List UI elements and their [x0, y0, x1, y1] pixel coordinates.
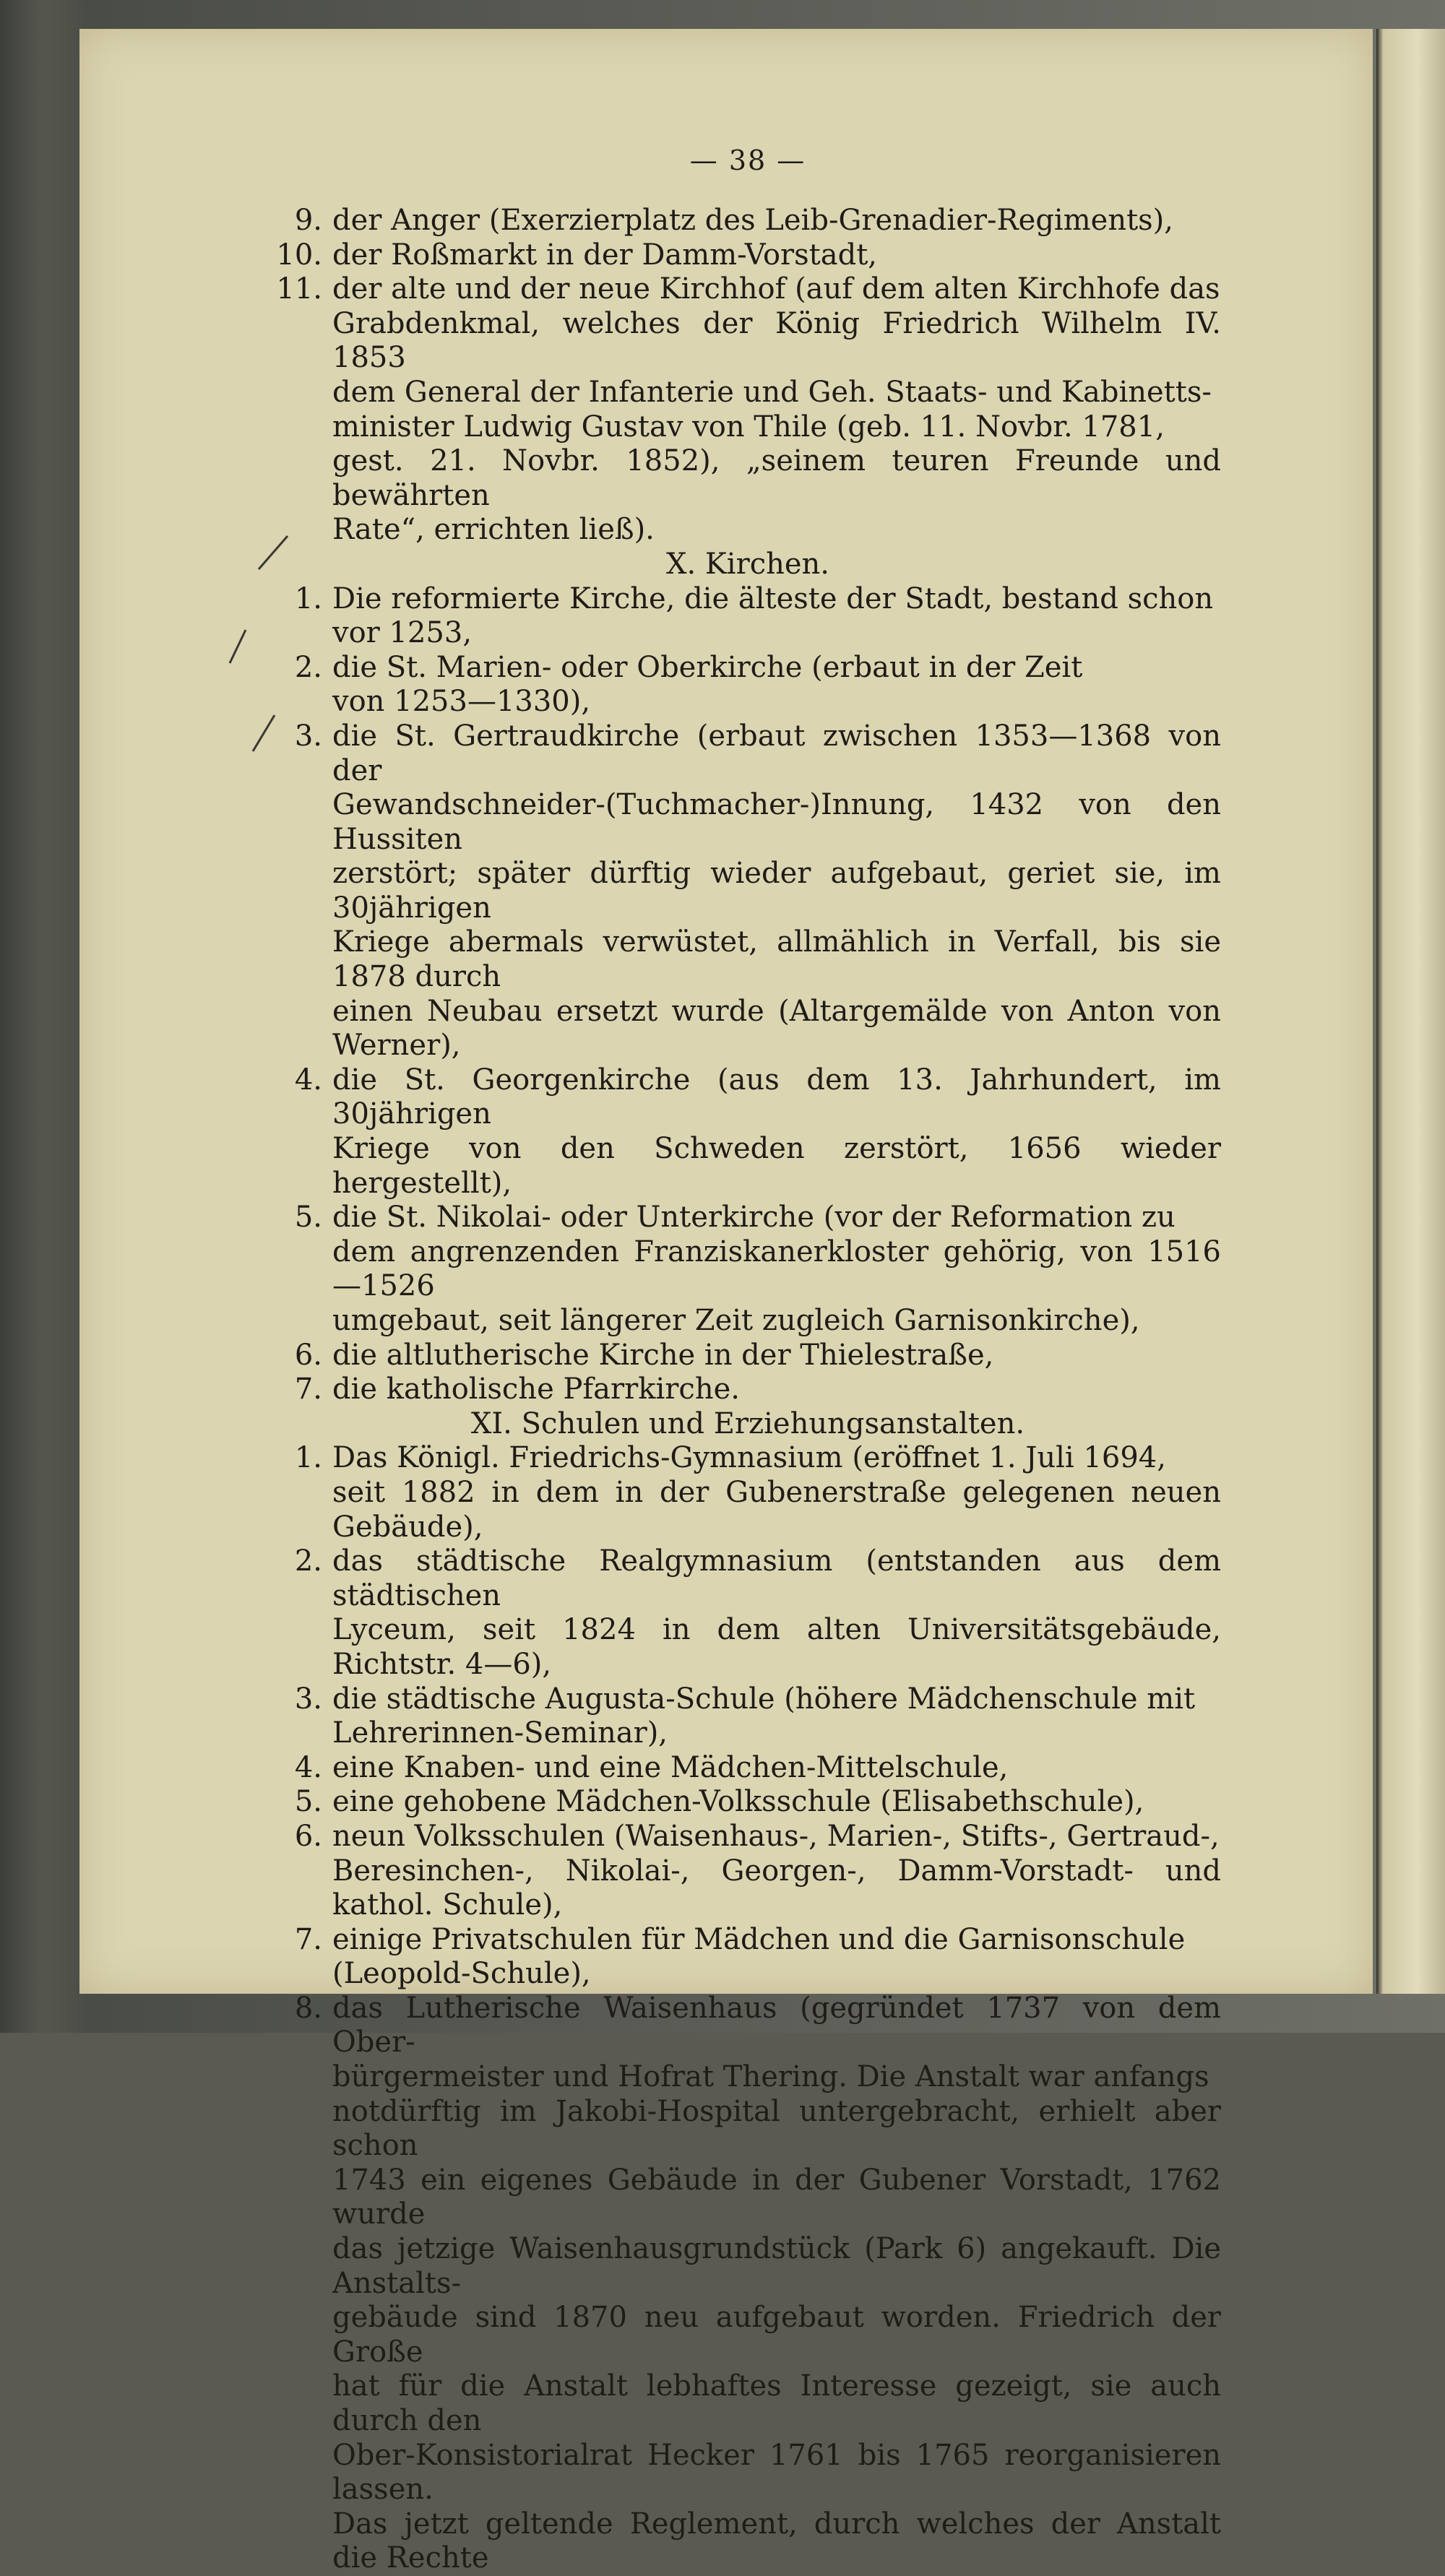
item-line: Das jetzt geltende Reglement, durch welches der Anstalt die Rechte: [332, 2507, 1221, 2575]
item-number: 3.: [294, 1682, 322, 1716]
list-item: [275, 1201, 1221, 1338]
item-line: das jetzige Waisenhausgrundstück (Park 6) angekauft. Die Anstalts-: [332, 2232, 1221, 2300]
item-number: 7.: [294, 1373, 322, 1406]
item-line: Rate“, errichten ließ).: [332, 513, 655, 547]
item-line: 1743 ein eigenes Gebäude in der Gubener Vorstadt, 1762 wurde: [332, 2163, 1221, 2231]
item-number: 4.: [294, 1750, 322, 1784]
item-number: 9.: [294, 204, 322, 237]
item-number: 5.: [294, 1785, 322, 1819]
page-number: — 38 —: [689, 144, 806, 176]
item-line: vor 1253,: [332, 616, 473, 650]
item-line: neun Volksschulen (Waisenhaus-, Marien-, Stifts-, Gertraud-,: [332, 1819, 1220, 1853]
item-line: minister Ludwig Gustav von Thile (geb. 11. Novbr. 1781,: [332, 410, 1165, 444]
item-line: dem General der Infanterie und Geh. Staats- und Kabinetts-: [332, 375, 1212, 409]
item-number: 1.: [294, 1441, 322, 1475]
item-line: Kriege abermals verwüstet, allmählich in Verfall, bis sie 1878 durch: [332, 925, 1221, 994]
item-line: von 1253—1330),: [332, 685, 591, 719]
item-line: bürgermeister und Hofrat Thering. Die Anstalt war anfangs: [332, 2060, 1209, 2094]
item-line: die St. Gertraudkirche (erbaut zwischen 1353—1368 von der: [332, 719, 1221, 787]
list-item: [275, 1544, 1221, 1682]
item-number: 7.: [294, 1922, 322, 1956]
list-item: [275, 1820, 1221, 1923]
list-item: [275, 1063, 1221, 1201]
section-heading-schools: XI. Schulen und Erziehungsanstalten.: [470, 1406, 1025, 1440]
item-line: Beresinchen-, Nikolai-, Georgen-, Damm-Vorstadt- und kathol. Schule),: [332, 1854, 1221, 1922]
item-number: 3.: [294, 719, 322, 753]
item-number: 1.: [294, 582, 322, 615]
list-item: [275, 1682, 1221, 1751]
item-number: 6.: [294, 1338, 322, 1372]
item-line: der Anger (Exerzierplatz des Leib-Grenadier-Regiments),: [332, 204, 1174, 237]
list-section-schools: [275, 1441, 1221, 2576]
list-item: [275, 719, 1221, 1063]
item-line: Kriege von den Schweden zerstört, 1656 wieder hergestellt),: [332, 1132, 1221, 1200]
list-item: [275, 1373, 1221, 1407]
item-line: hat für die Anstalt lebhaftes Interesse gezeigt, sie auch durch den: [332, 2369, 1221, 2437]
item-line: einige Privatschulen für Mädchen und die Garnisonschule: [332, 1922, 1186, 1956]
item-line: gebäude sind 1870 neu aufgebaut worden. Friedrich der Große: [332, 2301, 1221, 2369]
item-line: der Roßmarkt in der Damm-Vorstadt,: [332, 238, 877, 272]
item-line: die St. Nikolai- oder Unterkirche (vor der Reformation zu: [332, 1201, 1176, 1235]
item-line: die altlutherische Kirche in der Thielestraße,: [332, 1338, 994, 1372]
item-line: die St. Marien- oder Oberkirche (erbaut in der Zeit: [332, 650, 1083, 684]
item-line: eine gehobene Mädchen-Volksschule (Elisabethschule),: [332, 1785, 1144, 1819]
item-line: Lyceum, seit 1824 in dem alten Universitätsgebäude, Richtstr. 4—6),: [332, 1613, 1221, 1681]
list-item: [275, 204, 1221, 238]
item-line: gest. 21. Novbr. 1852), „seinem teuren Freunde und bewährten: [332, 444, 1221, 512]
item-line: umgebaut, seit längerer Zeit zugleich Garnisonkirche),: [332, 1304, 1140, 1337]
item-line: der alte und der neue Kirchhof (auf dem alten Kirchhofe das: [332, 272, 1220, 306]
list-item: [275, 1339, 1221, 1373]
item-number: 11.: [276, 272, 322, 306]
item-line: (Leopold-Schule),: [332, 1957, 591, 1991]
list-item: [275, 1923, 1221, 1992]
item-line: die St. Georgenkirche (aus dem 13. Jahrhundert, im 30jährigen: [332, 1063, 1221, 1131]
item-number: 10.: [276, 238, 322, 272]
section-heading-churches: X. Kirchen.: [665, 547, 829, 581]
list-section-churches: [275, 582, 1221, 1407]
page-text: [275, 204, 1221, 2576]
item-number: 2.: [294, 650, 322, 684]
item-line: notdürftig im Jakobi-Hospital untergebracht, erhielt aber schon: [332, 2094, 1221, 2163]
list-item: [275, 651, 1221, 719]
item-line: Die reformierte Kirche, die älteste der Stadt, bestand schon: [332, 582, 1214, 615]
item-line: eine Knaben- und eine Mädchen-Mittelschule,: [332, 1750, 1009, 1784]
list-section-ix: [275, 204, 1221, 548]
item-line: Gewandschneider-(Tuchmacher-)Innung, 1432 von den Hussiten: [332, 788, 1221, 856]
list-item: [275, 238, 1221, 273]
list-item: [275, 1785, 1221, 1820]
item-line: das städtische Realgymnasium (entstanden aus dem städtischen: [332, 1544, 1221, 1612]
item-number: 4.: [294, 1063, 322, 1097]
item-line: zerstört; später dürftig wieder aufgebaut, geriet sie, im 30jährigen: [332, 857, 1221, 925]
item-number: 5.: [294, 1201, 322, 1235]
item-line: Grabdenkmal, welches der König Friedrich Wilhelm IV. 1853: [332, 306, 1221, 375]
list-item: [275, 1441, 1221, 1544]
item-number: 8.: [294, 1991, 322, 2025]
list-item: [275, 582, 1221, 651]
item-line: die katholische Pfarrkirche.: [332, 1373, 740, 1406]
item-line: einen Neubau ersetzt wurde (Altargemälde von Anton von Werner),: [332, 994, 1221, 1063]
item-line: die städtische Augusta-Schule (höhere Mädchenschule mit: [332, 1682, 1196, 1716]
list-item: [275, 1751, 1221, 1786]
item-line: das Lutherische Waisenhaus (gegründet 1737 von dem Ober-: [332, 1991, 1221, 2059]
list-item: [275, 272, 1221, 548]
item-line: Das Königl. Friedrichs-Gymnasium (eröffnet 1. Juli 1694,: [332, 1441, 1166, 1475]
item-number: 2.: [294, 1544, 322, 1578]
item-line: seit 1882 in dem in der Gubenerstraße gelegenen neuen Gebäude),: [332, 1475, 1221, 1544]
item-number: 6.: [294, 1819, 322, 1853]
item-line: Lehrerinnen-Seminar),: [332, 1716, 668, 1750]
item-line: dem angrenzenden Franziskanerkloster gehörig, von 1516—1526: [332, 1235, 1221, 1303]
item-line: Ober-Konsistorialrat Hecker 1761 bis 1765 reorganisieren lassen.: [332, 2438, 1221, 2507]
next-page-edge: [1376, 29, 1445, 1994]
list-item: [275, 1992, 1221, 2576]
